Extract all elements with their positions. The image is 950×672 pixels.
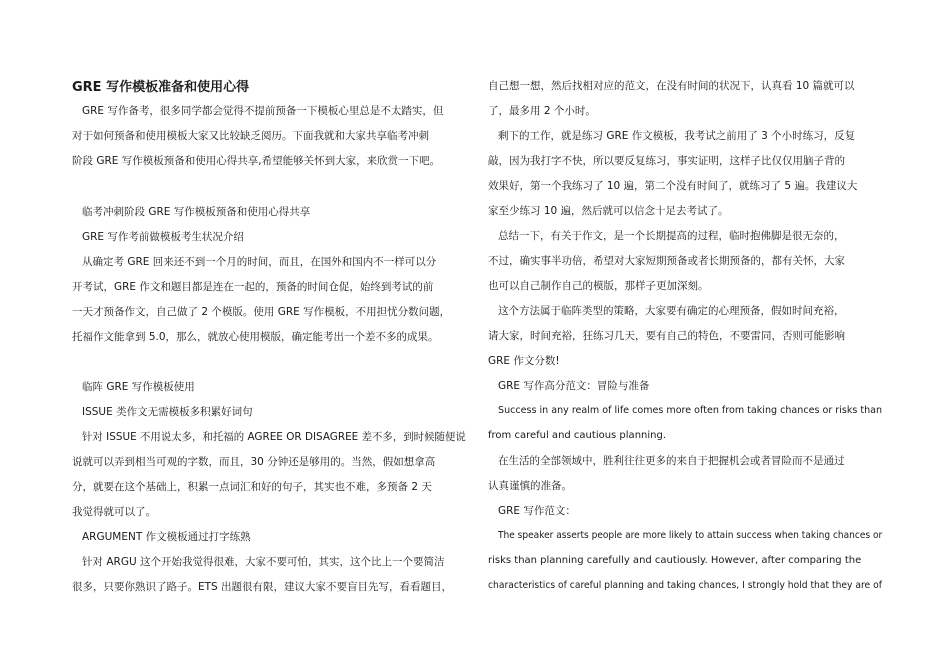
text-line: 分，就要在这个基础上，积累一点词汇和好的句子，其实也不难，多预备 2 天 xyxy=(72,481,432,493)
text-line: 很多，只要你熟识了路子。ETS 出题很有限，建议大家不要盲目先写，看看题目， xyxy=(72,581,453,593)
text-line: 也可以自己制作自己的模版，那样子更加深刻。 xyxy=(488,280,709,292)
text-line: GRE 作文分数! xyxy=(488,355,560,367)
text-line: 剩下的工作，就是练习 GRE 作文模板，我考试之前用了 3 个小时练习，反复 xyxy=(498,130,856,142)
text-line: 一天才预备作文，自己做了 2 个模版。使用 GRE 写作模板，不用担忧分数问题， xyxy=(72,306,451,318)
text-line: from careful and cautious planning. xyxy=(488,430,667,441)
subheading: ARGUMENT 作文模板通过打字练熟 xyxy=(82,531,251,543)
text-line: risks than planning carefully and cautiously. However, after comparing the xyxy=(488,555,862,566)
section-heading: 临阵 GRE 写作模板使用 xyxy=(82,381,195,393)
text-line: 不过，确实事半功倍，希望对大家短期预备或者长期预备的，都有关怀，大家 xyxy=(488,255,845,267)
text-line: 托福作文能拿到 5.0，那么，就放心使用模版，确定能考出一个差不多的成果。 xyxy=(72,331,439,343)
text-line: 了，最多用 2 个小时。 xyxy=(488,105,596,117)
text-line: 开考试，GRE 作文和题目都是连在一起的，预备的时间仓促，始终到考试的前 xyxy=(72,281,434,293)
text-line: 我觉得就可以了。 xyxy=(72,506,156,518)
text-line: 针对 ISSUE 不用说太多，和托福的 AGREE OR DISAGREE 差不多，到时候随便说 xyxy=(82,431,466,443)
text-line: 说就可以弄到相当可观的字数，而且，30 分钟还是够用的。当然，假如想拿高 xyxy=(72,456,436,468)
text-line: 敲，因为我打字不快，所以要反复练习，事实证明，这样子比仅仅用脑子背的 xyxy=(488,155,845,167)
text-line: 效果好，第一个我练习了 10 遍，第二个没有时间了，就练习了 5 遍。我建议大 xyxy=(488,180,858,192)
text-line: Success in any realm of life comes more often from taking chances or risks than xyxy=(498,405,883,416)
text-line: 从确定考 GRE 回来还不到一个月的时间，而且，在国外和国内不一样可以分 xyxy=(82,256,437,268)
text-line: 请大家，时间充裕，狂练习几天，要有自己的特色，不要雷同，否则可能影响 xyxy=(488,330,845,342)
text-line: 在生活的全部领域中，胜利往往更多的来自于把握机会或者冒险而不是通过 xyxy=(498,455,845,467)
text-line: 对于如何预备和使用模板大家又比较缺乏阅历。下面我就和大家共享临考冲刺 xyxy=(72,130,429,142)
text-line: 认真谨慎的准备。 xyxy=(488,480,572,492)
text-line: 阶段 GRE 写作模板预备和使用心得共享,希望能够关怀到大家，来欣赏一下吧。 xyxy=(72,155,441,167)
subheading: ISSUE 类作文无需模板多积累好词句 xyxy=(82,406,253,418)
subheading: GRE 写作考前做模板考生状况介绍 xyxy=(82,231,244,243)
section-heading: 临考冲刺阶段 GRE 写作模板预备和使用心得共享 xyxy=(82,206,311,218)
text-line: 针对 ARGU 这个开始我觉得很难，大家不要可怕，其实，这个比上一个要简洁 xyxy=(82,556,445,568)
subheading: GRE 写作范文： xyxy=(498,505,576,517)
text-line: GRE 写作备考，很多同学都会觉得不提前预备一下模板心里总是不太踏实，但 xyxy=(82,105,444,117)
text-line: 自己想一想，然后找相对应的范文，在没有时间的状况下，认真看 10 篇就可以 xyxy=(488,80,855,92)
document-title: GRE 写作模板准备和使用心得 xyxy=(72,80,250,95)
text-line: 这个方法属于临阵类型的策略，大家要有确定的心理预备，假如时间充裕， xyxy=(498,305,845,317)
text-line: characteristics of careful planning and taking chances, I strongly hold that they are of xyxy=(488,580,882,591)
subheading: GRE 写作高分范文：冒险与准备 xyxy=(498,380,650,392)
text-line: The speaker asserts people are more likely to attain success when taking chances or xyxy=(498,530,883,541)
text-line: 家至少练习 10 遍，然后就可以信念十足去考试了。 xyxy=(488,205,729,217)
text-line: 总结一下，有关于作文，是一个长期提高的过程，临时抱佛脚是很无奈的， xyxy=(498,230,845,242)
